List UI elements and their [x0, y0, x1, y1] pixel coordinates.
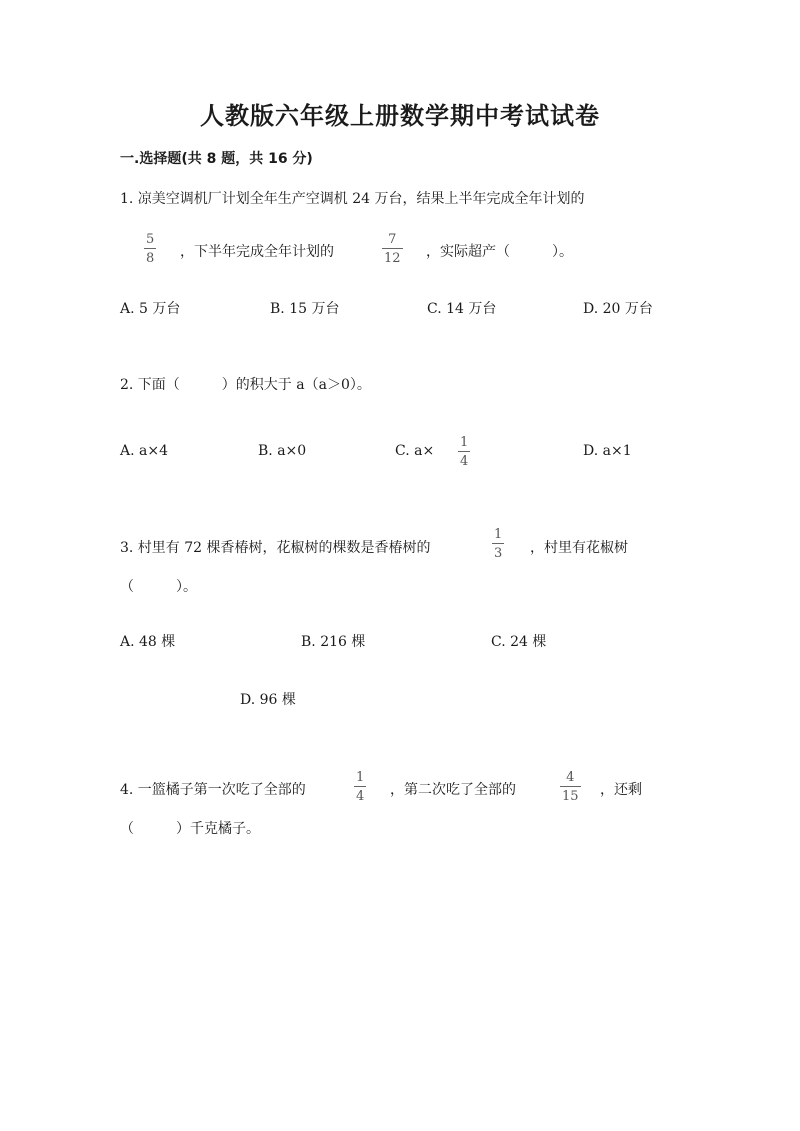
question-2-text: 2. 下面（ ）的积大于 a（a＞0）。	[120, 377, 371, 393]
question-3-option-d[interactable]: D. 96 棵	[240, 692, 296, 708]
question-3-text: 3. 村里有 72 棵香椿树，花椒树的棵数是香椿树的	[120, 540, 431, 556]
question-1-option-c[interactable]: C. 14 万台	[427, 301, 497, 317]
question-2-option-c[interactable]: C. a×	[395, 443, 435, 459]
fraction-denominator: 12	[384, 251, 401, 266]
question-1-option-b[interactable]: B. 15 万台	[270, 301, 340, 317]
section-heading: 一.选择题(共 8 题，共 16 分)	[120, 151, 313, 167]
question-1-option-a[interactable]: A. 5 万台	[120, 301, 181, 317]
question-4-end-text: ，还剩	[600, 782, 642, 798]
question-1-fraction-2	[382, 233, 403, 265]
fraction-numerator: 4	[566, 770, 575, 785]
question-3-fraction	[492, 528, 504, 560]
question-4-blank: （ ）千克橘子。	[120, 821, 260, 837]
question-3-option-b[interactable]: B. 216 棵	[301, 634, 366, 650]
fraction-numerator: 7	[388, 232, 397, 247]
fraction-numerator: 5	[146, 232, 155, 247]
question-2-option-b[interactable]: B. a×0	[258, 443, 307, 459]
question-2-option-c-fraction	[458, 436, 470, 468]
fraction-denominator: 4	[356, 789, 365, 804]
question-2-option-d[interactable]: D. a×1	[583, 443, 632, 459]
question-3-option-c[interactable]: C. 24 棵	[491, 634, 547, 650]
fraction-denominator: 4	[460, 454, 469, 469]
fraction-numerator: 1	[356, 770, 365, 785]
question-4-fraction-1	[354, 771, 366, 803]
question-3-text-end: ，村里有花椒树	[530, 540, 628, 556]
fraction-numerator: 1	[494, 527, 503, 542]
question-1-text: 1. 凉美空调机厂计划全年生产空调机 24 万台，结果上半年完成全年计划的	[120, 191, 585, 207]
fraction-denominator: 15	[562, 789, 579, 804]
question-1-middle-text: ，下半年完成全年计划的	[180, 244, 334, 260]
question-4-middle-text: ，第二次吃了全部的	[390, 782, 516, 798]
question-3-blank: （ ）。	[120, 579, 197, 595]
question-1-end-text: ，实际超产（ ）。	[426, 244, 573, 260]
question-2-option-a[interactable]: A. a×4	[120, 443, 168, 459]
question-1-fraction-1	[144, 233, 156, 265]
question-4-text: 4. 一篮橘子第一次吃了全部的	[120, 782, 306, 798]
page-title: 人教版六年级上册数学期中考试试卷	[200, 102, 600, 130]
fraction-numerator: 1	[460, 435, 469, 450]
question-4-fraction-2	[560, 771, 581, 803]
fraction-denominator: 3	[494, 546, 503, 561]
fraction-denominator: 8	[146, 251, 155, 266]
question-3-option-a[interactable]: A. 48 棵	[120, 634, 176, 650]
question-1-option-d[interactable]: D. 20 万台	[583, 301, 653, 317]
